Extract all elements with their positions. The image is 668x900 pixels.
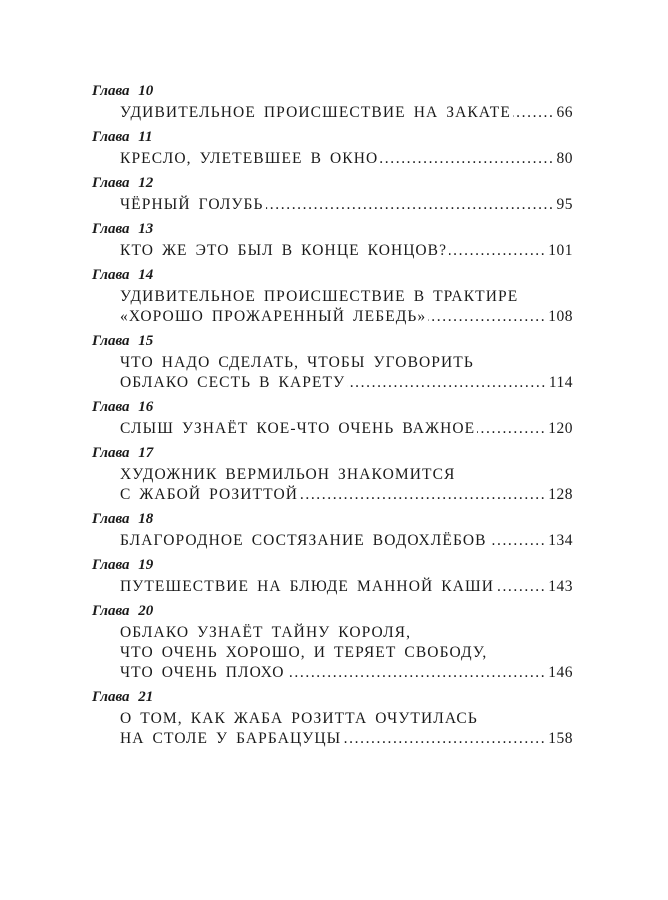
toc-entry[interactable] [92,81,573,123]
page-number: 146 [548,664,573,681]
dot-leader [266,195,555,215]
chapter-title-line [120,643,573,663]
chapter-title-line [120,353,573,373]
chapter-label: Глава 12 [92,175,154,191]
page-number: 101 [548,242,573,259]
chapter-label: Глава 17 [92,445,154,461]
chapter-title-line [120,149,573,169]
chapter-title-text: СЛЫШ УЗНАЁТ КОЕ-ЧТО ОЧЕНЬ ВАЖНОЕ [120,420,476,437]
page-number: 114 [548,374,573,391]
chapter-title-text: ЧТО НАДО СДЕЛАТЬ, ЧТОБЫ УГОВОРИТЬ [120,354,474,371]
toc-entry[interactable] [92,443,573,505]
chapter-title-text: С ЖАБОЙ РОЗИТТОЙ [120,486,299,503]
chapter-label: Глава 10 [92,83,154,99]
chapter-title-text: О ТОМ, КАК ЖАБА РОЗИТТА ОЧУТИЛАСЬ [120,710,478,727]
chapter-title-line [120,307,573,327]
page-number: 158 [548,730,573,747]
chapter-title-text: КРЕСЛО, УЛЕТЕВШЕЕ В ОКНО [120,150,379,167]
page-number: 134 [548,532,573,549]
chapter-label: Глава 15 [92,333,154,349]
dot-leader [428,307,546,327]
toc-entry[interactable] [92,601,573,683]
chapter-title-line [120,623,573,643]
chapter-label: Глава 14 [92,267,154,283]
chapter-label: Глава 18 [92,511,154,527]
page-number: 108 [548,308,573,325]
chapter-title-text: ОБЛАКО СЕСТЬ В КАРЕТУ [120,374,346,391]
chapter-title-text: УДИВИТЕЛЬНОЕ ПРОИСШЕСТВИЕ В ТРАКТИРЕ [120,288,519,305]
page-number: 66 [556,104,573,121]
chapter-title-line [120,241,573,261]
chapter-title-text: УДИВИТЕЛЬНОЕ ПРОИСШЕСТВИЕ НА ЗАКАТЕ [120,104,511,121]
page-number: 120 [548,420,573,437]
chapter-title-line [120,195,573,215]
chapter-title-text: НА СТОЛЕ У БАРБАЦУЦЫ [120,730,342,747]
dot-leader [287,663,547,683]
dot-leader [300,485,546,505]
chapter-title-line [120,729,573,749]
chapter-title-line [120,465,573,485]
toc-entry[interactable] [92,397,573,439]
page-number: 80 [556,150,573,167]
dot-leader [343,729,546,749]
chapter-title-text: БЛАГОРОДНОЕ СОСТЯЗАНИЕ ВОДОХЛЁБОВ [120,532,487,549]
toc-entry[interactable] [92,127,573,169]
dot-leader [449,241,546,261]
chapter-label: Глава 19 [92,557,154,573]
toc-entry[interactable] [92,331,573,393]
chapter-title-text: ЧЁРНЫЙ ГОЛУБЬ [120,196,264,213]
dot-leader [477,419,546,439]
chapter-title-line [120,287,573,307]
chapter-label: Глава 20 [92,603,154,619]
page-number: 143 [548,578,573,595]
page-number: 128 [548,486,573,503]
chapter-title-line [120,373,573,393]
chapter-title-line [120,485,573,505]
dot-leader [380,149,554,169]
chapter-title-text: «ХОРОШО ПРОЖАРЕННЫЙ ЛЕБЕДЬ» [120,308,427,325]
chapter-title-line [120,577,573,597]
toc-entry[interactable] [92,219,573,261]
chapter-title-text: ХУДОЖНИК ВЕРМИЛЬОН ЗНАКОМИТСЯ [120,466,456,483]
dot-leader [513,103,555,123]
page-number: 95 [556,196,573,213]
chapter-title-line [120,531,573,551]
chapter-label: Глава 11 [92,129,153,145]
dot-leader [496,577,546,597]
table-of-contents [92,81,573,753]
chapter-title-line [120,419,573,439]
chapter-title-text: ОБЛАКО УЗНАЁТ ТАЙНУ КОРОЛЯ, [120,624,412,641]
chapter-title-text: ЧТО ОЧЕНЬ ХОРОШО, И ТЕРЯЕТ СВОБОДУ, [120,644,488,661]
chapter-title-text: ЧТО ОЧЕНЬ ПЛОХО [120,664,285,681]
chapter-title-line [120,103,573,123]
chapter-title-line [120,709,573,729]
chapter-title-line [120,663,573,683]
chapter-title-text: ПУТЕШЕСТВИЕ НА БЛЮДЕ МАННОЙ КАШИ [120,578,495,595]
toc-entry[interactable] [92,687,573,749]
chapter-label: Глава 16 [92,399,154,415]
toc-entry[interactable] [92,555,573,597]
dot-leader [489,531,547,551]
toc-entry[interactable] [92,265,573,327]
toc-entry[interactable] [92,509,573,551]
chapter-title-text: КТО ЖЕ ЭТО БЫЛ В КОНЦЕ КОНЦОВ? [120,242,448,259]
chapter-label: Глава 21 [92,689,154,705]
toc-entry[interactable] [92,173,573,215]
chapter-label: Глава 13 [92,221,154,237]
dot-leader [347,373,547,393]
